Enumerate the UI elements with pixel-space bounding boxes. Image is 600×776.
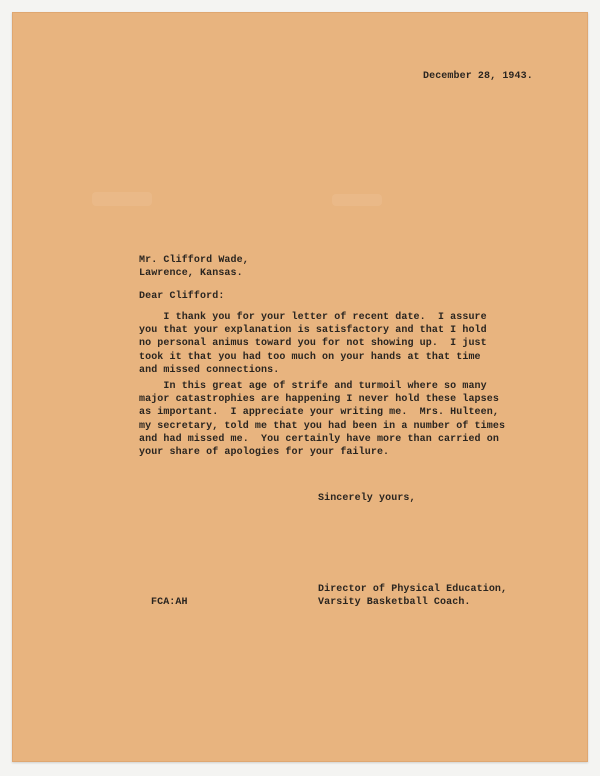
recipient-address xyxy=(139,254,249,280)
paragraph-line: no personal animus toward you for not showing up. I just xyxy=(139,338,487,350)
body-paragraph-1 xyxy=(139,311,487,377)
body-paragraph-2 xyxy=(139,380,505,459)
paragraph-line: took it that you had too much on your hands at that time xyxy=(139,351,481,363)
reference-initials: FCA:AH xyxy=(151,597,188,608)
signature-title-line: Varsity Basketball Coach. xyxy=(318,597,471,609)
closing: Sincerely yours, xyxy=(318,493,416,504)
paper-stain xyxy=(92,192,152,206)
letter-date: December 28, 1943. xyxy=(423,71,533,82)
signature-title-line: Director of Physical Education, xyxy=(318,584,508,595)
paragraph-line: In this great age of strife and turmoil where so many xyxy=(139,381,487,392)
recipient-city-line: Lawrence, Kansas. xyxy=(139,268,243,280)
paper-stain xyxy=(332,194,382,206)
paragraph-line: I thank you for your letter of recent date. I assure xyxy=(139,312,487,323)
paragraph-line: you that your explanation is satisfactory and that I hold xyxy=(139,325,487,337)
salutation: Dear Clifford: xyxy=(139,291,225,302)
paragraph-line: as important. I appreciate your writing me. Mrs. Hulteen, xyxy=(139,407,499,419)
paragraph-line: my secretary, told me that you had been in a number of times xyxy=(139,420,506,432)
paragraph-line: and had missed me. You certainly have more than carried on xyxy=(139,433,499,445)
signature-title xyxy=(318,583,507,609)
paragraph-line: your share of apologies for your failure. xyxy=(139,447,390,459)
recipient-name-line: Mr. Clifford Wade, xyxy=(139,255,249,266)
paragraph-line: and missed connections. xyxy=(139,364,280,376)
paragraph-line: major catastrophies are happening I never hold these lapses xyxy=(139,394,499,406)
